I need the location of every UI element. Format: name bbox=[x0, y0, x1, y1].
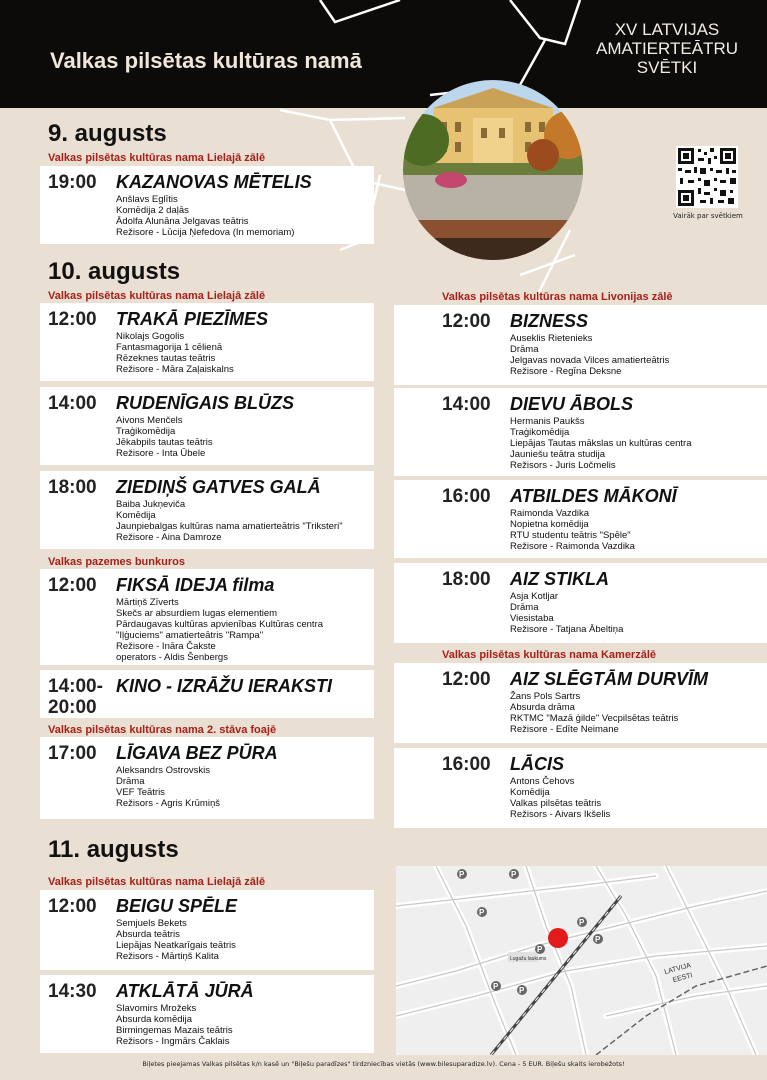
event-detail-line: Absurda drāma bbox=[510, 702, 575, 713]
event-detail-line: Anšlavs Eglītis bbox=[116, 194, 178, 205]
event-time: 14:00 bbox=[442, 394, 491, 415]
event-detail-line: Žans Pols Sartrs bbox=[510, 691, 581, 702]
event-details bbox=[510, 691, 678, 735]
event-detail-line: Liepājas Tautas mākslas un kultūras centra bbox=[510, 438, 692, 449]
event-card bbox=[394, 388, 767, 476]
event-time: 18:00 bbox=[48, 477, 97, 498]
event-detail-line: Jelgavas novada Vilces amatierteātris bbox=[510, 355, 670, 366]
event-title: ZIEDIŅŠ GATVES GALĀ bbox=[116, 477, 321, 497]
event-card bbox=[394, 748, 767, 828]
event-detail-line: Drāma bbox=[116, 776, 145, 787]
event-detail-line: Semjuels Bekets bbox=[116, 918, 187, 929]
event-detail-line: Režisore - Tatjana Ābeltiņa bbox=[510, 624, 624, 635]
event-detail-line: Traģikomēdija bbox=[116, 426, 176, 437]
event-detail-line: Drāma bbox=[510, 602, 539, 613]
qr-code[interactable] bbox=[676, 146, 738, 208]
parking-icon bbox=[491, 981, 501, 991]
svg-text:P: P bbox=[519, 986, 525, 995]
event-name-line: SVĒTKI bbox=[636, 58, 698, 77]
event-detail-line: Režisors - Mārtiņš Kalita bbox=[116, 951, 219, 962]
event-details bbox=[116, 499, 343, 543]
svg-text:P: P bbox=[459, 870, 465, 879]
event-details bbox=[116, 1003, 233, 1047]
event-card bbox=[40, 975, 374, 1053]
event-title: AIZ STIKLA bbox=[510, 569, 609, 589]
event-detail-line: Režisors - Juris Ločmelis bbox=[510, 460, 616, 471]
event-title: KAZANOVAS MĒTELIS bbox=[116, 172, 312, 192]
qr-caption: Vairāk par svētkiem bbox=[673, 212, 743, 220]
event-detail-line: Režisore - Regīna Deksne bbox=[510, 366, 622, 377]
event-time: 12:00 bbox=[48, 575, 97, 596]
event-card bbox=[394, 663, 767, 743]
parking-icon bbox=[593, 934, 603, 944]
event-detail-line: Ādolfa Alunāna Jelgavas teātris bbox=[116, 216, 249, 227]
day-title: 11. augusts bbox=[48, 836, 179, 863]
event-card bbox=[40, 387, 374, 465]
event-details bbox=[510, 591, 623, 635]
event-name-line: AMATIERTEĀTRU bbox=[596, 39, 738, 58]
svg-text:P: P bbox=[595, 935, 601, 944]
event-details bbox=[510, 416, 691, 471]
event-detail-line: Absurda komēdija bbox=[116, 1014, 193, 1025]
event-details bbox=[116, 415, 213, 459]
event-details bbox=[510, 333, 669, 377]
event-time: 14:00- 20:00 bbox=[48, 676, 103, 718]
parking-icon bbox=[457, 869, 467, 879]
event-detail-line: Auseklis Rietenieks bbox=[510, 333, 593, 344]
event-detail-line: Absurda teātris bbox=[116, 929, 180, 940]
event-card bbox=[40, 166, 374, 244]
event-card bbox=[40, 890, 374, 970]
event-detail-line: Režisors - Ingmārs Čaklais bbox=[116, 1036, 230, 1047]
event-title: FIKSĀ IDEJA filma bbox=[116, 575, 275, 595]
event-card bbox=[394, 480, 767, 558]
event-detail-line: RKTMC "Mazā ģilde" Vecpilsētas teātris bbox=[510, 713, 679, 724]
location-map[interactable] bbox=[396, 866, 767, 1055]
event-title: ATBILDES MĀKONĪ bbox=[510, 486, 677, 506]
event-time: 16:00 bbox=[442, 486, 491, 507]
event-time: 12:00 bbox=[48, 309, 97, 330]
event-detail-line: Režisore - Edīte Neimane bbox=[510, 724, 619, 735]
event-detail-line: Komēdija bbox=[510, 787, 550, 798]
parking-icon bbox=[577, 917, 587, 927]
parking-icon bbox=[509, 869, 519, 879]
event-time: 14:00 bbox=[48, 393, 97, 414]
event-detail-line: Režisore - Lūcija Ņefedova (In memoriam) bbox=[116, 227, 295, 238]
event-time: 16:00 bbox=[442, 754, 491, 775]
event-card bbox=[40, 471, 374, 549]
event-detail-line: Hermanis Paukšs bbox=[510, 416, 585, 427]
venue-photo bbox=[403, 80, 583, 260]
event-detail-line: Drāma bbox=[510, 344, 539, 355]
event-details bbox=[116, 918, 236, 962]
event-title: RUDENĪGAIS BLŪZS bbox=[116, 393, 295, 413]
day-title: 9. augusts bbox=[48, 120, 167, 147]
parking-icon bbox=[535, 944, 545, 954]
event-detail-line: Nikolajs Gogolis bbox=[116, 331, 185, 342]
event-detail-line: Fantasmagorija 1 cēlienā bbox=[116, 342, 223, 353]
event-name bbox=[582, 20, 752, 77]
event-detail-line: Slavomirs Mrožeks bbox=[116, 1003, 197, 1014]
event-title: DIEVU ĀBOLS bbox=[510, 394, 634, 414]
event-detail-line: Jaunpiebalgas kultūras nama amatierteātris "Triksteri" bbox=[116, 521, 343, 532]
parking-icon bbox=[477, 907, 487, 917]
event-detail-line: Viesistaba bbox=[510, 613, 554, 624]
event-detail-line: Liepājas Neatkarīgais teātris bbox=[116, 940, 236, 951]
event-detail-line: Valkas pilsētas teātris bbox=[510, 798, 602, 809]
event-card bbox=[40, 737, 374, 819]
event-title: BIZNESS bbox=[510, 311, 589, 331]
svg-text:P: P bbox=[511, 870, 517, 879]
event-title: LĀCIS bbox=[510, 754, 564, 774]
event-card bbox=[40, 569, 374, 665]
event-detail-line: Pārdaugavas kultūras apvienības Kultūras centra bbox=[116, 619, 324, 630]
svg-text:P: P bbox=[537, 945, 543, 954]
svg-text:P: P bbox=[479, 908, 485, 917]
event-time: 18:00 bbox=[442, 569, 491, 590]
map-country-label: LATVIJA bbox=[663, 962, 692, 977]
event-detail-line: Rēzeknes tautas teātris bbox=[116, 353, 216, 364]
event-time: 12:00 bbox=[442, 311, 491, 332]
event-detail-line: Birmingemas Mazais teātris bbox=[116, 1025, 233, 1036]
event-detail-line: Aleksandrs Ostrovskis bbox=[116, 765, 210, 776]
event-detail-line: Režisore - Inta Ūbele bbox=[116, 448, 206, 459]
svg-text:P: P bbox=[579, 918, 585, 927]
event-time: 17:00 bbox=[48, 743, 97, 764]
venue-label: Valkas pilsētas kultūras nama Kamerzālē bbox=[442, 649, 657, 661]
event-details bbox=[116, 194, 294, 238]
location-marker[interactable] bbox=[548, 928, 568, 948]
venue-label: Valkas pilsētas kultūras nama Lielajā zālē bbox=[48, 876, 266, 888]
event-detail-line: Antons Čehovs bbox=[510, 776, 575, 787]
event-detail-line: Asja Kotljar bbox=[510, 591, 559, 602]
event-detail-line: Aivons Menčels bbox=[116, 415, 183, 426]
event-detail-line: Režisore - Māra Zaļaiskalns bbox=[116, 364, 234, 375]
page-title: Valkas pilsētas kultūras namā bbox=[50, 48, 362, 73]
event-detail-line: Komēdija 2 daļās bbox=[116, 205, 189, 216]
ticket-info: Biļetes pieejamas Valkas pilsētas k/n kasē un "Biļešu paradīzes" tirdzniecības vietās (www.bilesuparadize.lv). Cena - 5 EUR. Biļešu skaits ierobežots! bbox=[142, 1060, 625, 1068]
event-details bbox=[116, 765, 220, 809]
event-card bbox=[394, 563, 767, 643]
event-name-line: XV LATVIJAS bbox=[614, 20, 720, 39]
event-card bbox=[40, 670, 374, 718]
event-detail-line: Jēkabpils tautas teātris bbox=[116, 437, 213, 448]
map-square-label: Lugažu laukums bbox=[510, 956, 547, 962]
day-title: 10. augusts bbox=[48, 258, 181, 285]
event-detail-line: Raimonda Vazdika bbox=[510, 508, 590, 519]
event-detail-line: Komēdija bbox=[116, 510, 156, 521]
venue-label: Valkas pilsētas kultūras nama Lielajā zālē bbox=[48, 152, 266, 164]
event-time: 12:00 bbox=[442, 669, 491, 690]
event-time: 14:30 bbox=[48, 981, 97, 1002]
event-details bbox=[116, 331, 234, 375]
event-detail-line: RTU studentu teātris "Spēle" bbox=[510, 530, 631, 541]
event-details bbox=[510, 508, 635, 552]
event-detail-line: Režisors - Aivars Ikšelis bbox=[510, 809, 611, 820]
event-detail-line: Režisore - Aina Damroze bbox=[116, 532, 222, 543]
event-card bbox=[394, 305, 767, 385]
event-title: TRAKĀ PIEZĪMES bbox=[116, 309, 269, 329]
event-title: BEIGU SPĒLE bbox=[116, 896, 238, 916]
event-detail-line: Režisore - Raimonda Vazdika bbox=[510, 541, 635, 552]
event-detail-line: VEF Teātris bbox=[116, 787, 165, 798]
event-detail-line: "Iļģuciems" amatierteātris "Rampa" bbox=[116, 630, 264, 641]
svg-text:P: P bbox=[493, 982, 499, 991]
event-detail-line: operators - Aldis Šenbergs bbox=[116, 652, 228, 663]
event-detail-line: Jauniešu teātra studija bbox=[510, 449, 606, 460]
venue-label: Valkas pilsētas kultūras nama 2. stāva foajē bbox=[48, 724, 277, 736]
event-title: ATKLĀTĀ JŪRĀ bbox=[116, 981, 254, 1001]
event-title: LĪGAVA BEZ PŪRA bbox=[116, 743, 278, 763]
event-time: 19:00 bbox=[48, 172, 97, 193]
event-detail-line: Mārtiņš Zīverts bbox=[116, 597, 179, 608]
event-detail-line: Režisore - Ināra Čakste bbox=[116, 641, 216, 652]
event-detail-line: Baiba Jukņeviča bbox=[116, 499, 186, 510]
venue-label: Valkas pilsētas kultūras nama Lielajā zālē bbox=[48, 290, 266, 302]
venue-label: Valkas pazemes bunkuros bbox=[48, 556, 185, 568]
event-detail-line: Nopietna komēdija bbox=[510, 519, 589, 530]
event-details bbox=[510, 776, 610, 820]
event-detail-line: Skečs ar absurdiem lugas elementiem bbox=[116, 608, 278, 619]
event-details bbox=[116, 597, 323, 663]
map-country-label: EESTI bbox=[672, 972, 694, 985]
venue-label: Valkas pilsētas kultūras nama Livonijas zālē bbox=[442, 291, 673, 303]
event-detail-line: Traģikomēdija bbox=[510, 427, 570, 438]
event-title: KINO - IZRĀŽU IERAKSTI bbox=[116, 676, 332, 696]
parking-icon bbox=[517, 985, 527, 995]
event-card bbox=[40, 303, 374, 381]
event-detail-line: Režisors - Agris Krūmiņš bbox=[116, 798, 220, 809]
event-time: 12:00 bbox=[48, 896, 97, 917]
event-title: AIZ SLĒGTĀM DURVĪM bbox=[510, 669, 708, 689]
